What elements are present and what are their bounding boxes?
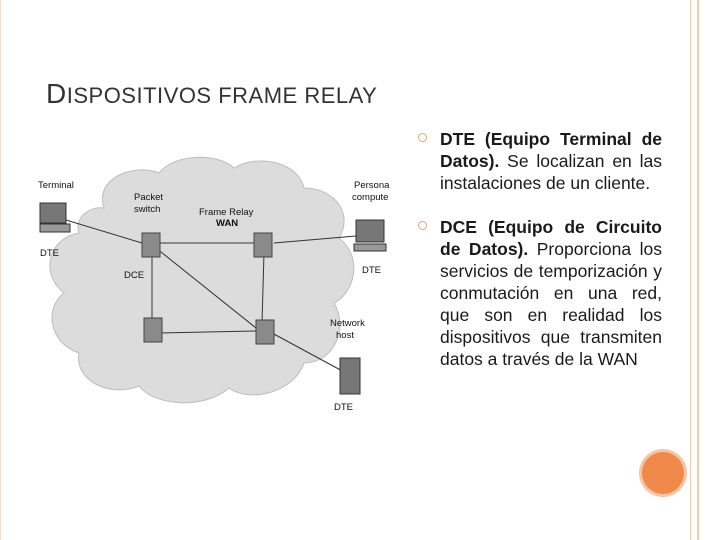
label-wan-2: WAN (216, 218, 239, 229)
label-packet-switch-2: switch (134, 204, 161, 215)
label-wan-1: Frame Relay (199, 207, 254, 218)
bullet-bold-dce: DCE (Equipo de Circuito de Datos). (440, 217, 662, 259)
bullet-body-dce: Proporciona los servicios de temporización y conmutación en una red, que son en realidad los dispositivos que transmiten datos a través de la WAN (440, 239, 662, 369)
label-network-host-2: host (336, 330, 354, 341)
bullet-list (414, 128, 662, 392)
label-personal-2: compute (352, 192, 389, 203)
label-terminal: Terminal (38, 180, 74, 191)
label-dte-left: DTE (40, 248, 59, 259)
bullet-text-dce (440, 216, 662, 370)
frame-line-right-outer (697, 0, 699, 540)
frame-line-right-inner (690, 0, 691, 540)
label-dce: DCE (124, 270, 145, 281)
packet-switch-3 (144, 318, 162, 342)
slide-title (46, 78, 377, 110)
packet-switch-2 (254, 233, 272, 257)
label-dte-right: DTE (362, 265, 381, 276)
bullet-item-dte (414, 128, 662, 194)
personal-computer-device (354, 220, 386, 251)
bullet-icon (418, 133, 427, 142)
label-network-host-1: Network (330, 318, 365, 329)
label-packet-switch-1: Packet (134, 192, 164, 203)
network-host-device (340, 358, 360, 394)
packet-switch-1 (142, 233, 160, 257)
packet-switch-4 (256, 320, 274, 344)
frame-line-left (0, 0, 1, 540)
label-personal-1: Persona (354, 180, 390, 191)
bullet-bold-dte: DTE (Equipo Terminal de Datos). (440, 129, 662, 171)
frame-relay-diagram (34, 148, 394, 418)
label-dte-host: DTE (334, 402, 353, 413)
bullet-icon (418, 221, 427, 230)
bullet-text-dte (440, 128, 662, 194)
decorative-orange-circle (642, 452, 684, 494)
slide-title-first-letter: D (46, 78, 67, 109)
bullet-body-dte: Se localizan en las instalaciones de un cliente. (440, 151, 662, 193)
bullet-item-dce (414, 216, 662, 370)
terminal-device (40, 203, 70, 232)
slide-title-rest: ISPOSITIVOS FRAME RELAY (66, 83, 378, 108)
wan-cloud (50, 157, 354, 403)
